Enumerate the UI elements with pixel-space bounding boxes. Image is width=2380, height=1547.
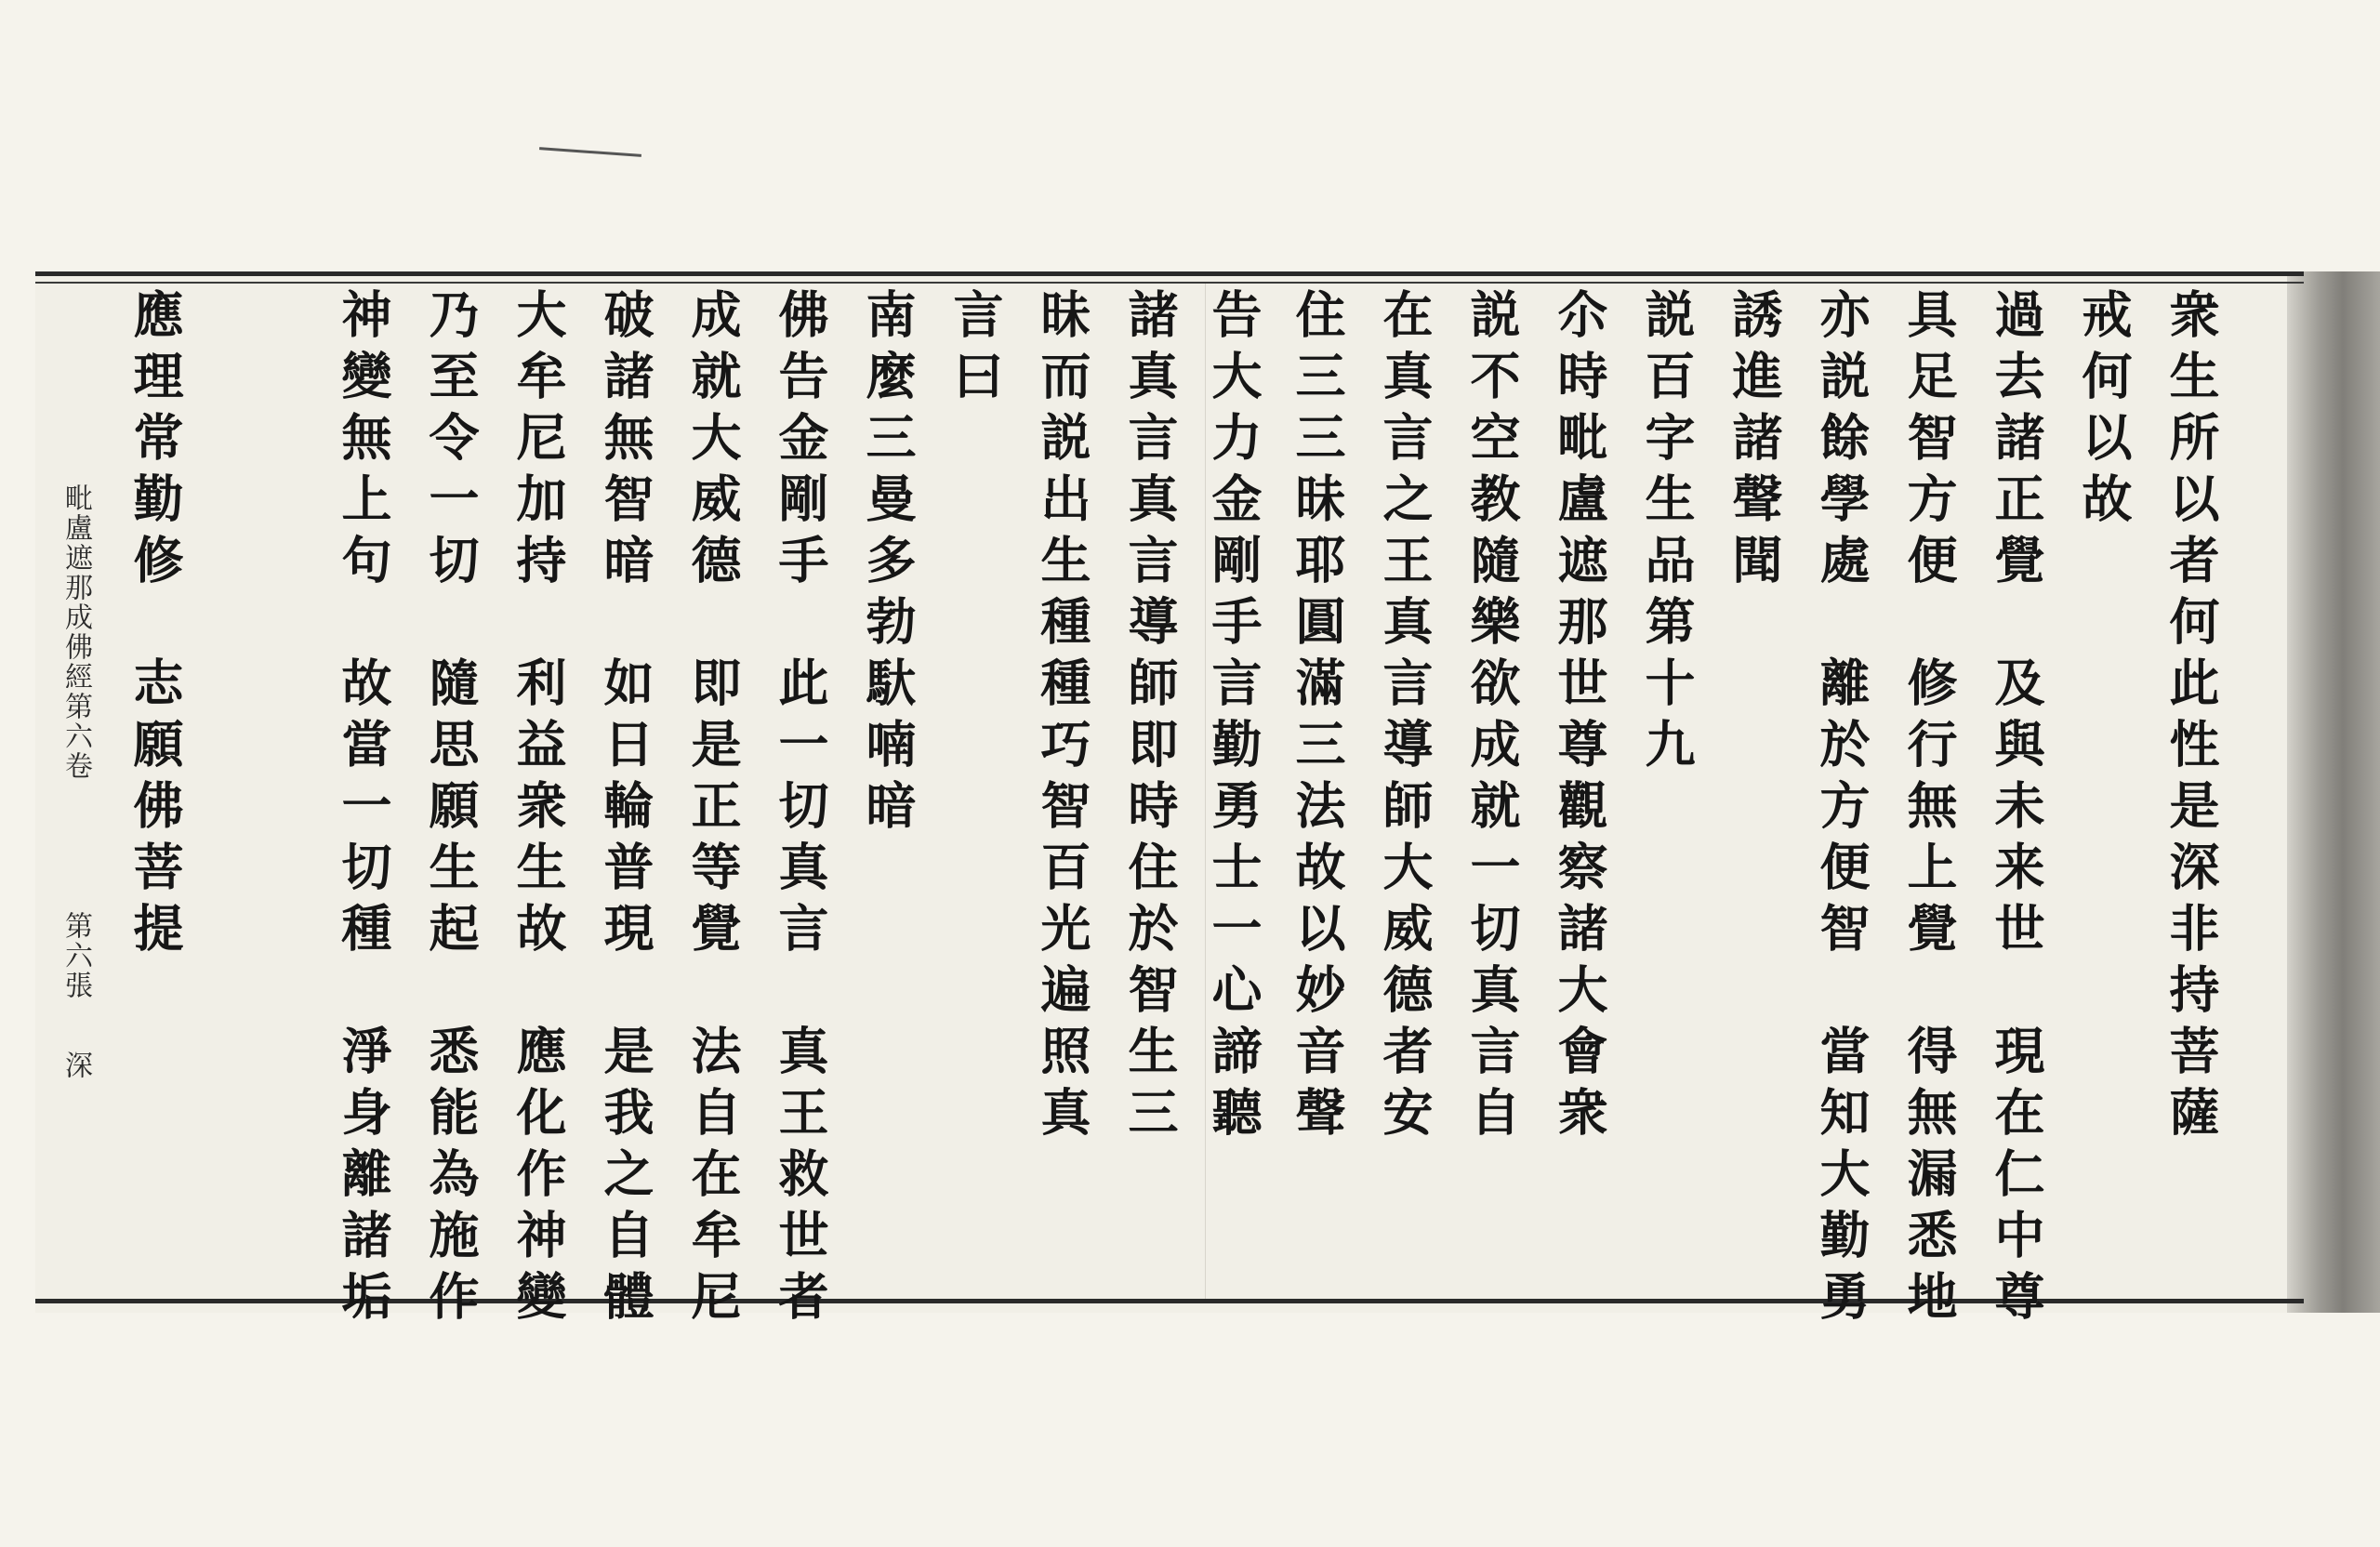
footer-mark: 深 (60, 1051, 92, 1080)
text-column-22: 神變無上句 故當一切種 淨身離諸垢 (334, 288, 393, 1331)
text-column-9: 説不空教隨樂欲成就一切真言自 (1462, 288, 1522, 1147)
frame-top-inner-rule (35, 282, 2304, 284)
frame-top-rule (35, 271, 2304, 276)
text-column-23: 應理常勤修 志願佛菩提 (126, 288, 185, 963)
text-column-12: 告大力金剛手言勤勇士一心諦聽 (1204, 288, 1263, 1147)
text-column-21: 乃至令一切 隨思願生起 悉能為施作 (421, 288, 481, 1331)
text-column-18: 成就大威德 即是正等覺 法自在牟尼 (683, 288, 743, 1331)
text-column-11: 住三三昧耶圓滿三法故以妙音聲 (1288, 288, 1347, 1147)
text-column-13: 諸真言真言導師即時住於智生三 (1120, 288, 1180, 1147)
text-column-5: 亦説餘學處 離於方便智 當知大勤勇 (1812, 288, 1871, 1331)
chapter-title: 説百字生品第十九 (1637, 288, 1697, 779)
text-column-6: 誘進諸聲聞 (1725, 288, 1784, 595)
text-column-2: 戒何以故 (2074, 288, 2134, 534)
text-column-14: 昧而説出生種種巧智百光遍照真 (1033, 288, 1092, 1147)
text-column-4: 具足智方便 修行無上覺 得無漏悉地 (1899, 288, 1959, 1331)
ink-rubbed-edge (2287, 271, 2380, 1313)
text-column-8: 尒時毗盧遮那世尊觀察諸大會衆 (1550, 288, 1609, 1147)
footer-book-title: 毗盧遮那成佛經第六卷 (60, 483, 92, 781)
footer-page-label: 第六張 (60, 911, 92, 1000)
text-column-10: 在真言之王真言導師大威德者安 (1375, 288, 1435, 1147)
text-column-16: 南麼三曼多勃馱喃暗 (858, 288, 918, 840)
stray-ink-mark (539, 147, 641, 157)
text-column-20: 大牟尼加持 利益衆生故 應化作神變 (509, 288, 568, 1331)
text-column-17: 佛告金剛手 此一切真言 真王救世者 (771, 288, 830, 1331)
text-column-15: 言曰 (945, 288, 1005, 411)
text-column-19: 破諸無智暗 如日輪普現 是我之自體 (596, 288, 655, 1331)
text-column-1: 衆生所以者何此性是深非持菩薩 (2162, 288, 2221, 1147)
text-column-3: 過去諸正覺 及與未来世 現在仁中尊 (1987, 288, 2046, 1331)
